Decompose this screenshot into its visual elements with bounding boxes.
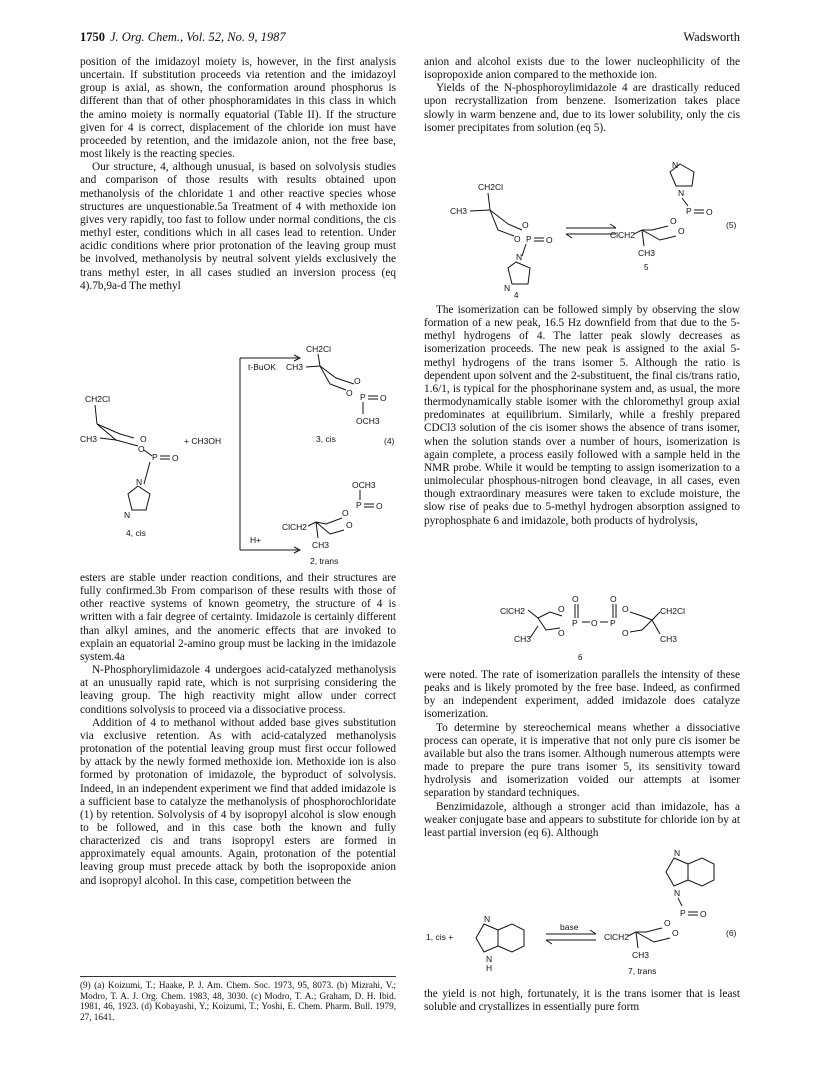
right-column-middle	[424, 304, 740, 528]
svg-text:P: P	[686, 206, 692, 216]
svg-text:O: O	[172, 453, 179, 463]
reagent-tbuok: t-BuOK	[248, 362, 276, 372]
svg-text:N: N	[672, 160, 679, 170]
compound-5-structure	[610, 160, 713, 272]
reagent-acid: H+	[250, 535, 262, 545]
label-7-trans: 7, trans	[628, 966, 657, 976]
clch2-label: ClCH2	[610, 230, 636, 240]
ch3-label: CH3	[514, 634, 532, 644]
paragraph: N-Phosphorylimidazole 4 undergoes acid-catalyzed methanolysis at an unusually rapid rate, which is not surprising considering the leaving group. The high reactivity might allow under correct conditions solvolysis to proceed via a dissociative process.	[80, 664, 396, 716]
label-5: 5	[644, 263, 649, 272]
svg-text:O: O	[342, 508, 349, 518]
paragraph: the yield is not high, fortunately, it is the trans isomer that is least soluble and crystallizes in essentially pure form	[424, 988, 740, 1014]
och3-label: OCH3	[352, 480, 376, 490]
svg-text:O: O	[610, 596, 617, 604]
svg-text:P: P	[680, 908, 686, 918]
reagent-base: base	[560, 922, 579, 932]
footnote-rule	[80, 976, 396, 977]
paragraph: esters are stable under reaction conditions, and their structures are fully confirmed.3b From comparison of these results with those of other reactive systems of known geometry, the structure of 4 is written with a fair degree of certainty. Imidazole is certainly different than alkyl amines, and the anomeric effects that are invoked to explain an equatorial 2-amino group must be lacking in the imidazole system.4a	[80, 572, 396, 663]
compound-2-structure	[282, 480, 383, 566]
benzimidazole-structure	[476, 914, 524, 973]
label-4-cis: 4, cis	[126, 528, 146, 538]
ch3-label: CH3	[80, 434, 98, 444]
svg-text:P: P	[152, 452, 158, 462]
paragraph: were noted. The rate of isomerization parallels the intensity of these peaks and is likely promoted by the free base. Indeed, as confirmed by an independent experiment, added imidazole does catalyze isomerization.	[424, 669, 740, 721]
svg-text:O: O	[140, 434, 147, 444]
right-column-lower	[424, 669, 740, 840]
compound-4-structure	[450, 182, 553, 298]
svg-text:O: O	[346, 520, 353, 530]
label-6: 6	[578, 653, 583, 662]
paragraph: Benzimidazole, although a stronger acid than imidazole, has a weaker conjugate base and appears to substitute for chloride ion by at least partial inversion (eq 6). Although	[424, 800, 740, 839]
svg-text:O: O	[591, 618, 598, 628]
svg-text:N: N	[516, 252, 523, 262]
svg-text:O: O	[672, 928, 679, 938]
paragraph: Our structure, 4, although unusual, is based on solvolysis studies and comparison of those results with results obtained upon methanolysis of the chloridate 1 and other reactive species whose structures are unquestionable.5a Treatment of 4 with methoxide ion gives very rapidly, too fast to follow under normal conditions, the cis methyl ester, conditions which in all cases lead to retention. Under acidic conditions where prior protonation of the leaving group must be involved, methanolysis by neutral solvent yields exclusively the trans methyl ester, in all cases studied an inversion process (eq 4).7b,9a-d The methyl	[80, 161, 396, 292]
paragraph: anion and alcohol exists due to the lower nucleophilicity of the isopropoxide anion compared to the methoxide ion.	[424, 56, 740, 82]
svg-text:N: N	[674, 888, 681, 898]
ch2cl-label: CH2Cl	[660, 606, 686, 616]
svg-text:N: N	[136, 477, 143, 487]
ch3-label: CH3	[450, 206, 468, 216]
svg-text:P: P	[356, 500, 362, 510]
svg-text:O: O	[700, 909, 707, 919]
ch2cl-label: CH2Cl	[85, 394, 111, 404]
running-header	[80, 30, 740, 48]
running-author: Wadsworth	[683, 30, 740, 44]
svg-text:O: O	[546, 235, 553, 245]
svg-text:P: P	[610, 618, 616, 628]
svg-text:N: N	[486, 954, 493, 964]
ch3-label: CH3	[638, 248, 656, 258]
paragraph: Yields of the N-phosphoroylimidazole 4 are drastically reduced upon recrystallization from benzene. Isomerization takes place slowly in warm benzene and, due to its lower solubility, only the cis isomer precipitates from solution (eq 5).	[424, 82, 740, 134]
reactant-1-cis: 1, cis +	[426, 932, 454, 942]
compound-3-structure	[286, 344, 387, 444]
plus-methanol: + CH3OH	[184, 436, 222, 446]
ch3-label: CH3	[660, 634, 678, 644]
compound-4-structure	[80, 394, 179, 538]
svg-text:O: O	[572, 596, 579, 604]
ch3-label: CH3	[312, 540, 330, 550]
ch2cl-label: CH2Cl	[478, 182, 504, 192]
footnote: (9) (a) Koizumi, T.; Haake, P. J. Am. Chem. Soc. 1973, 95, 8073. (b) Mizrahi, V.; Modro, T. A. J. Org. Chem. 1983, 48, 3030. (c) Modro, T. A.; Graham, D. H. Ibid. 1981, 46, 1923. (d) Kobayashi, Y.; Koizumi, T.; Yoshi, E. Chem. Pharm. Bull. 1979, 27, 1641.	[80, 980, 396, 1023]
ch3-label: CH3	[286, 362, 304, 372]
svg-text:O: O	[558, 628, 565, 638]
svg-text:O: O	[670, 216, 677, 226]
right-column-top	[424, 56, 740, 135]
equation-6-scheme	[424, 844, 744, 980]
svg-text:N: N	[678, 188, 685, 198]
ch3-label: CH3	[632, 950, 650, 960]
label-2-trans: 2, trans	[310, 556, 339, 566]
ch2cl-label: CH2Cl	[306, 344, 332, 354]
equation-4-scheme	[80, 338, 400, 570]
equation-5-scheme	[424, 156, 744, 298]
compound-7-structure	[604, 848, 714, 976]
label-3-cis: 3, cis	[316, 434, 336, 444]
svg-text:O: O	[380, 393, 387, 403]
clch2-label: ClCH2	[282, 522, 308, 532]
clch2-label: ClCH2	[500, 606, 526, 616]
svg-text:O: O	[522, 220, 529, 230]
svg-text:O: O	[514, 234, 521, 244]
right-column-bottom	[424, 988, 740, 1014]
paragraph: The isomerization can be followed simply by observing the slow formation of a new peak, 16.5 Hz downfield from that due to the 5-methyl hydrogens of 4. The latter peak slowly decreases as isomerization proceeds. The new peak is assigned to the axial 5-methyl hydrogens of the trans isomer 5. Although the ratio is dependent upon solvent and the 2-substituent, the final cis/trans ratio, 1.6/1, is typical for the phosphorinane system and, as usual, the more thermodynamically stable isomer with the chloromethyl group axial predominates at equilibrium. Similarly, while a freshly prepared CDCl3 solution of the cis isomer shows the absence of trans isomer, when the solution stands over a number of hours, isomerization is again complete, a process easily followed with a sample held in the NMR probe. While it would be tempting to assign isomerization to a unimolecular phosphous-nitrogen bond cleavage, in all cases, even though extraordinary measures were taken to exclude moisture, the slow rise of peaks due to 5-methyl hydrogen absorption assigned to pyrophosphate 6 and imidazole, both products of hydrolysis,	[424, 304, 740, 527]
svg-text:O: O	[376, 501, 383, 511]
journal-citation: J. Org. Chem., Vol. 52, No. 9, 1987	[110, 30, 286, 44]
label-4: 4	[514, 291, 519, 298]
svg-text:N: N	[674, 848, 681, 858]
svg-text:P: P	[572, 618, 578, 628]
svg-text:O: O	[354, 376, 361, 386]
svg-text:O: O	[346, 388, 353, 398]
svg-text:N: N	[124, 510, 131, 520]
left-column-bottom	[80, 572, 396, 888]
svg-text:N: N	[484, 914, 491, 924]
equation-number-5: (5)	[726, 220, 737, 230]
svg-text:O: O	[622, 628, 629, 638]
paragraph: Addition of 4 to methanol without added base gives substitution via exclusive retention. As with acid-catalyzed methanolysis protonation of the potential leaving group must first occur followed by attack by the newly formed methoxide ion. Methoxide ion is also formed by protonation of imidazole, the byproduct of solvolysis. Indeed, in an independent experiment we find that added imidazole is a sufficient base to catalyze the methanolysis of phosphorochloridate (1) by retention. Solvolysis of 4 by isopropyl alcohol is slow enough to be followed, and in this case both the known and fully characterized cis and trans isopropyl esters are formed in approximately equal amounts. Again, protonation of the potential leaving group must precede attack by both the isopropoxide anion and isopropyl alcohol. In this case, competition between the	[80, 716, 396, 887]
svg-text:P: P	[526, 234, 532, 244]
svg-text:O: O	[558, 604, 565, 614]
och3-label: OCH3	[356, 416, 380, 426]
equation-number-4: (4)	[384, 436, 395, 446]
clch2-label: ClCH2	[604, 932, 630, 942]
svg-text:O: O	[678, 226, 685, 236]
paragraph: To determine by stereochemical means whether a dissociative process can operate, it is imperative that not only pure cis isomer be available but also the trans isomer. Although numerous attempts were made to prepare the pure trans isomer 5, its sensitivity toward hydrolysis and isomerization voided our attempts at isomer separation by standard techniques.	[424, 721, 740, 800]
svg-text:O: O	[138, 444, 145, 454]
svg-text:H: H	[486, 963, 493, 973]
pyrophosphate-6-structure	[424, 596, 740, 668]
svg-text:N: N	[504, 283, 511, 293]
page-number: 1750	[80, 30, 105, 44]
equation-number-6: (6)	[726, 928, 737, 938]
svg-text:P: P	[360, 392, 366, 402]
svg-text:O: O	[664, 918, 671, 928]
svg-text:O: O	[622, 604, 629, 614]
paragraph: position of the imidazoyl moiety is, however, in the first analysis uncertain. If substitution proceeds via retention and the imidazoyl group is axial, as shown, the conformation around phosphorus is different than that of other phosphoramidates in this class in which the amino moiety is normally equatorial (Table II). If the structure given for 4 is correct, displacement of the chloride ion must have proceeded by retention, and the imidazole anion, not the free base, most likely is the reacting species.	[80, 56, 396, 161]
svg-text:O: O	[706, 207, 713, 217]
left-column-top	[80, 56, 396, 293]
